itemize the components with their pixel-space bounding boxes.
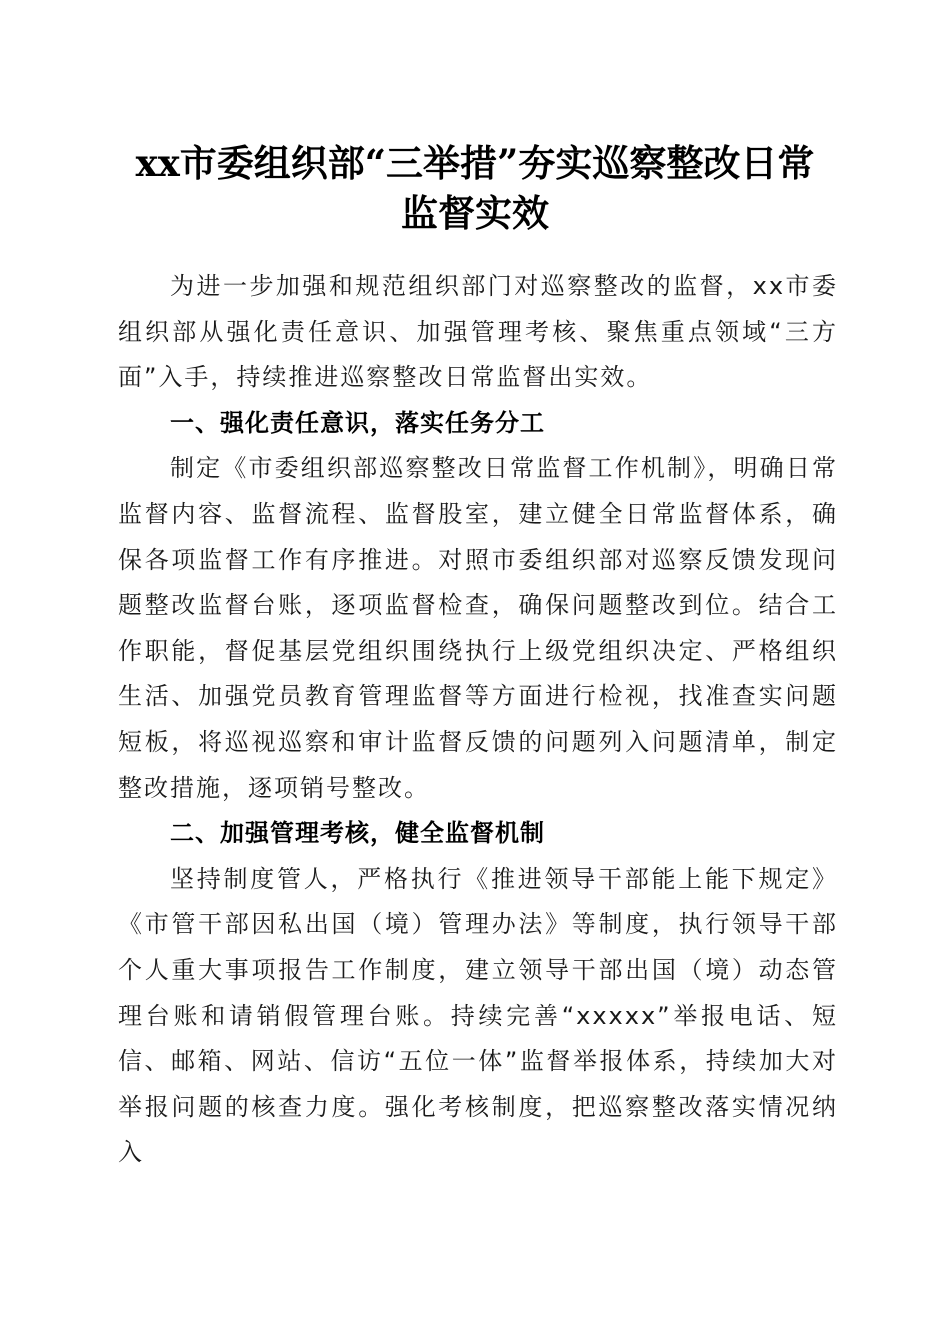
section-heading-2: 二、加强管理考核，健全监督机制	[170, 819, 545, 848]
section-heading-1: 一、强化责任意识，落实任务分工	[170, 408, 545, 437]
title-line-1: xx市委组织部“三举措”夯实巡察整改日常	[135, 141, 815, 185]
intro-paragraph: 为进一步加强和规范组织部门对巡察整改的监督，xx市委组织部从强化责任意识、加强管理考核、聚焦重点领域“三方面”入手，持续推进巡察整改日常监督出实效。	[118, 272, 838, 392]
document-title	[100, 138, 850, 238]
section-paragraph-2: 坚持制度管人，严格执行《推进领导干部能上能下规定》《市管干部因私出国（境）管理办法》等制度，执行领导干部个人重大事项报告工作制度，建立领导干部出国（境）动态管理台账和请销假管理台账。持续完善“xxxxx”举报电话、短信、邮箱、网站、信访“五位一体”监督举报体系，持续加大对举报问题的核查力度。强化考核制度，把巡察整改落实情况纳入	[118, 864, 838, 1167]
section-paragraph-1: 制定《市委组织部巡察整改日常监督工作机制》，明确日常监督内容、监督流程、监督股室，建立健全日常监督体系，确保各项监督工作有序推进。对照市委组织部对巡察反馈发现问题整改监督台账，逐项监督检查，确保问题整改到位。结合工作职能，督促基层党组织围绕执行上级党组织决定、严格组织生活、加强党员教育管理监督等方面进行检视，找准查实问题短板，将巡视巡察和审计监督反馈的问题列入问题清单，制定整改措施，逐项销号整改。	[118, 454, 838, 802]
document-body	[118, 264, 838, 1176]
title-line-2: 监督实效	[401, 191, 549, 235]
